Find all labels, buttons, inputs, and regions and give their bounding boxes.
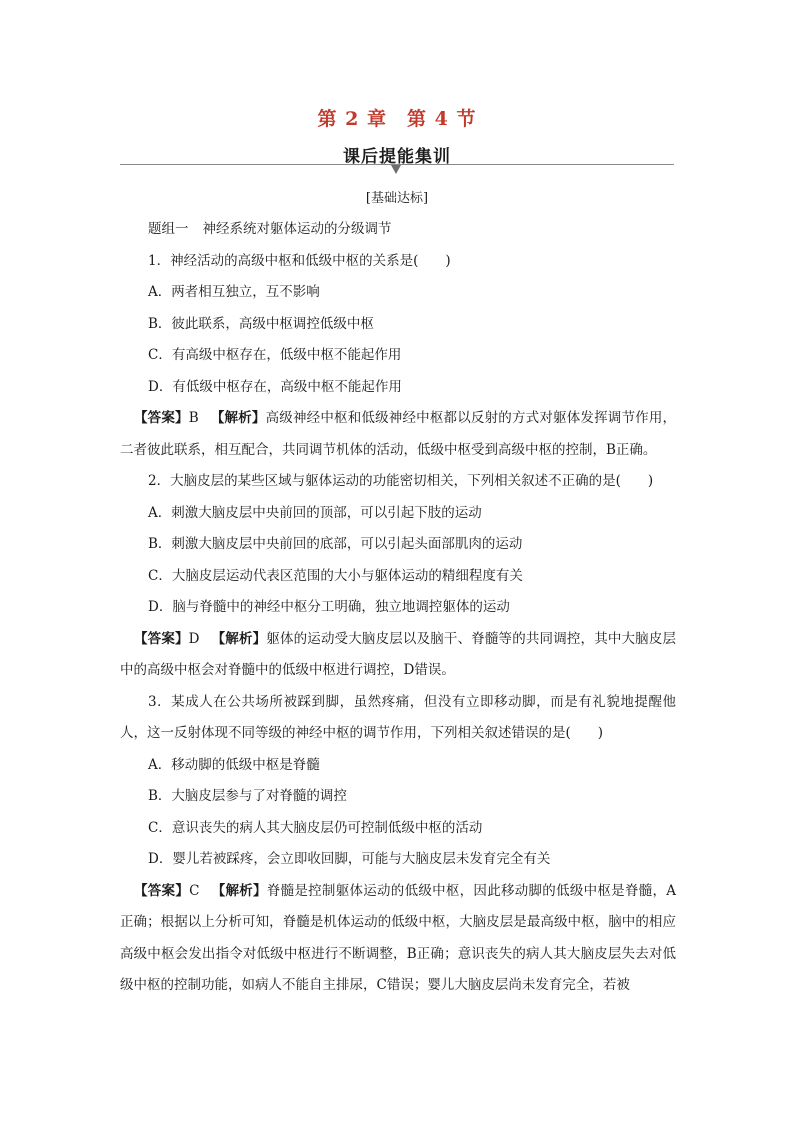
q3-option-b: B．大脑皮层参与了对脊髓的调控 (148, 788, 347, 804)
q2-answer: D (188, 630, 200, 647)
q1-option-a: A．两者相互独立，互不影响 (148, 284, 320, 300)
analysis-label: 【解析】 (210, 410, 266, 426)
q1-option-c: C．有高级中枢存在，低级中枢不能起作用 (148, 347, 402, 363)
q2-option-b: B．刺激大脑皮层中央前回的底部，可以引起头面部肌肉的运动 (148, 536, 523, 552)
answer-label: 【答案】 (134, 882, 190, 899)
chapter-heading: 第 2 章 第 4 节 (317, 108, 477, 130)
question-2-stem: 2．大脑皮层的某些区域与躯体运动的功能密切相关，下列相关叙述不正确的是( ) (148, 473, 654, 489)
q1-answer-block (120, 403, 676, 466)
q2-analysis: 躯体的运动受大脑皮层以及脑干、脊髓等的共同调控，其中大脑皮层中的高级中枢会对脊髓中的低级中枢进行调控，D错误。 (120, 630, 677, 678)
q2-option-a: A．刺激大脑皮层中央前回的顶部，可以引起下肢的运动 (148, 504, 482, 521)
answer-label: 【答案】 (134, 630, 189, 647)
answer-label: 【答案】 (134, 410, 189, 426)
topic-group-heading (120, 214, 676, 246)
q3-answer-block (120, 876, 676, 1002)
question-1-stem: 1．神经活动的高级中枢和低级中枢的关系是( ) (148, 252, 451, 269)
exercise-content (120, 214, 676, 1002)
analysis-label: 【解析】 (211, 882, 267, 899)
question-3-stem: 3．某成人在公共场所被踩到脚，虽然疼痛，但没有立即移动脚，而是有礼貌地提醒他人，这一反射体现不同等级的神经中枢的调节作用，下列相关叙述错误的是( ) (120, 693, 676, 741)
section-heading: [基础达标] (365, 191, 429, 206)
q2-option-c: C．大脑皮层运动代表区范围的大小与躯体运动的精细程度有关 (148, 567, 523, 584)
topic-group-prefix: 题组一 (148, 221, 189, 237)
q3-option-a: A．移动脚的低级中枢是脊髓 (148, 756, 320, 773)
q3-answer: C (189, 882, 200, 899)
triangle-down-icon (391, 165, 401, 174)
analysis-label: 【解析】 (211, 630, 267, 647)
topic-group-title: 神经系统对躯体运动的分级调节 (202, 221, 392, 237)
page-subtitle: 课后提能集训 (343, 147, 451, 167)
q3-option-c: C．意识丧失的病人其大脑皮层仍可控制低级中枢的活动 (148, 819, 483, 836)
q1-option-d: D．有低级中枢存在，高级中枢不能起作用 (148, 378, 402, 395)
q1-option-b: B．彼此联系，高级中枢调控低级中枢 (148, 315, 374, 332)
q1-answer: B (188, 410, 199, 426)
q3-option-d: D．婴儿若被踩疼，会立即收回脚，可能与大脑皮层未发育完全有关 (148, 851, 551, 867)
q1-analysis: 高级神经中枢和低级神经中枢都以反射的方式对躯体发挥调节作用，二者彼此联系，相互配合，共同调节机体的活动，低级中枢受到高级中枢的控制，B正确。 (120, 410, 677, 458)
q3-analysis: 脊髓是控制躯体运动的低级中枢，因此移动脚的低级中枢是脊髓，A正确；根据以上分析可知，脊髓是机体运动的低级中枢，大脑皮层是最高级中枢，脑中的相应高级中枢会发出指令对低级中枢进行不断调整，B正确；意识丧失的病人其大脑皮层失去对低级中枢的控制功能，如病人不能自主排尿，C错误；婴儿大脑皮层尚未发育完全，若被 (120, 882, 677, 993)
q2-answer-block (120, 624, 676, 687)
q2-option-d: D．脑与脊髓中的神经中枢分工明确，独立地调控躯体的运动 (148, 599, 510, 615)
